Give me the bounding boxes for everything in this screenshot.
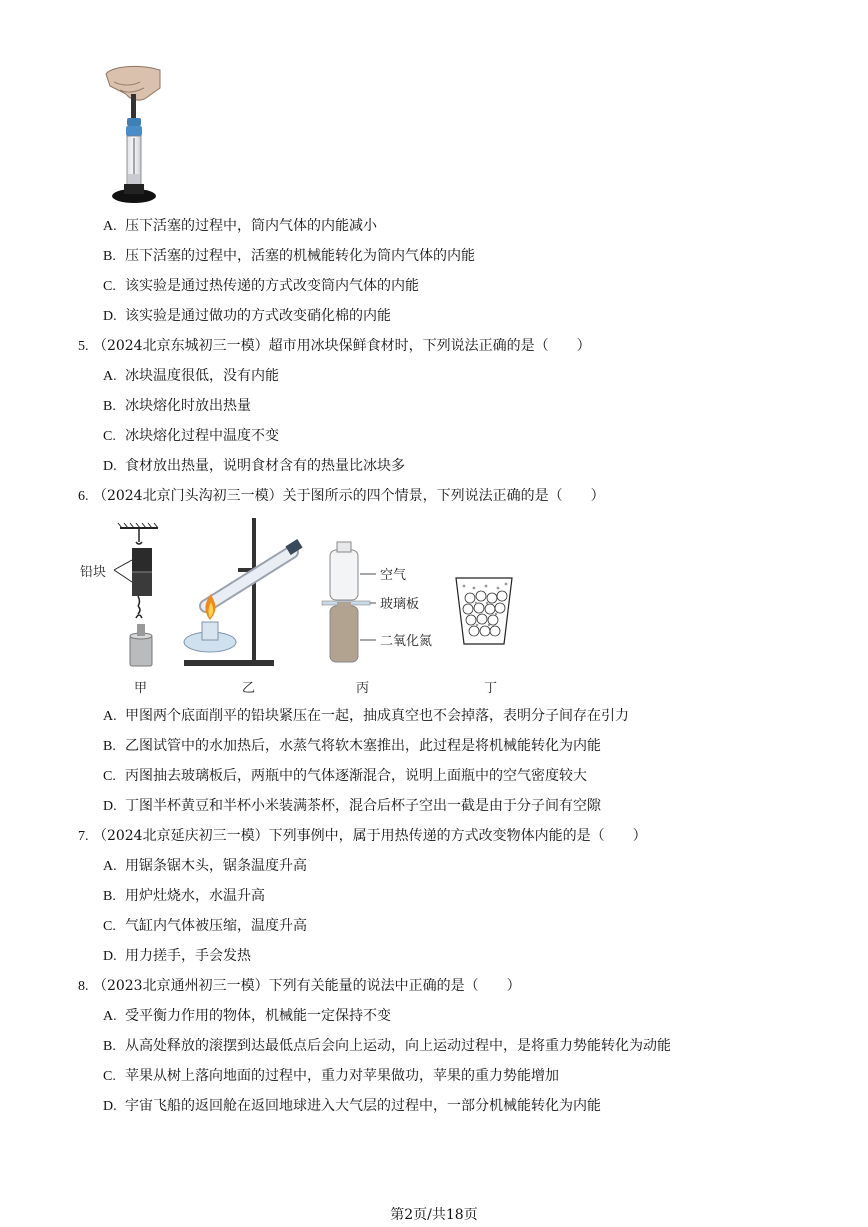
- q7-stem: 7. （2024北京延庆初三一模）下列事例中，属于用热传递的方式改变物体内能的是（ ）: [78, 828, 647, 844]
- q6-option-a: A. 甲图两个底面削平的铅块紧压在一起，抽成真空也不会掉落，表明分子间存在引力: [103, 708, 629, 724]
- q5-option-a: A. 冰块温度很低，没有内能: [103, 368, 279, 384]
- caption-jia: 甲: [134, 681, 148, 696]
- q8-stem: 8. （2023北京通州初三一模）下列有关能量的说法中正确的是（ ）: [78, 978, 521, 994]
- q7-option-d: D. 用力搓手，手会发热: [103, 948, 251, 964]
- scene-ding-beans-cup: [456, 578, 512, 644]
- no2-label: 二氧化氮: [380, 634, 433, 649]
- fire-syringe-figure: [100, 64, 166, 206]
- caption-bing: 丙: [356, 681, 370, 696]
- q6-four-scenes-figure: [78, 512, 538, 698]
- q6-option-c: C. 丙图抽去玻璃板后，两瓶中的气体逐渐混合，说明上面瓶中的空气密度较大: [103, 768, 587, 784]
- glass-plate-label: 玻璃板: [380, 597, 420, 612]
- q6-option-d: D. 丁图半杯黄豆和半杯小米装满茶杯，混合后杯子空出一截是由于分子间有空隙: [103, 798, 601, 814]
- q7-option-a: A. 用锯条锯木头，锯条温度升高: [103, 858, 307, 874]
- q6-option-b: B. 乙图试管中的水加热后，水蒸气将软木塞推出，此过程是将机械能转化为内能: [103, 738, 601, 754]
- q7-option-b: B. 用炉灶烧水，水温升高: [103, 888, 265, 904]
- q5-option-d: D. 食材放出热量，说明食材含有的热量比冰块多: [103, 458, 405, 474]
- lead-label: 铅块: [80, 565, 107, 580]
- q4-option-a: A. 压下活塞的过程中，筒内气体的内能减小: [103, 218, 377, 234]
- q4-option-d: D. 该实验是通过做功的方式改变硝化棉的内能: [103, 308, 391, 324]
- q8-option-d: D. 宇宙飞船的返回舱在返回地球进入大气层的过程中，一部分机械能转化为内能: [103, 1098, 601, 1114]
- q6-stem: 6. （2024北京门头沟初三一模）关于图所示的四个情景，下列说法正确的是（ ）: [78, 488, 605, 504]
- q5-option-b: B. 冰块熔化时放出热量: [103, 398, 251, 414]
- q8-option-c: C. 苹果从树上落向地面的过程中，重力对苹果做功，苹果的重力势能增加: [103, 1068, 559, 1084]
- scene-bing-gas-diffusion: [322, 542, 432, 662]
- page-footer: 第2页/共18页: [390, 1207, 478, 1223]
- q5-option-c: C. 冰块熔化过程中温度不变: [103, 428, 279, 444]
- q8-option-b: B. 从高处释放的滚摆到达最低点后会向上运动，向上运动过程中，是将重力势能转化为动能: [103, 1038, 671, 1054]
- q4-option-c: C. 该实验是通过热传递的方式改变筒内气体的内能: [103, 278, 419, 294]
- scene-jia-lead-blocks: [80, 523, 158, 666]
- q7-option-c: C. 气缸内气体被压缩，温度升高: [103, 918, 307, 934]
- q4-option-b: B. 压下活塞的过程中，活塞的机械能转化为筒内气体的内能: [103, 248, 475, 264]
- caption-yi: 乙: [242, 681, 256, 696]
- caption-ding: 丁: [484, 681, 498, 696]
- q8-option-a: A. 受平衡力作用的物体，机械能一定保持不变: [103, 1008, 391, 1024]
- air-label: 空气: [380, 568, 407, 583]
- scene-yi-test-tube: [184, 518, 303, 666]
- q5-stem: 5. （2024北京东城初三一模）超市用冰块保鲜食材时，下列说法正确的是（ ）: [78, 338, 591, 354]
